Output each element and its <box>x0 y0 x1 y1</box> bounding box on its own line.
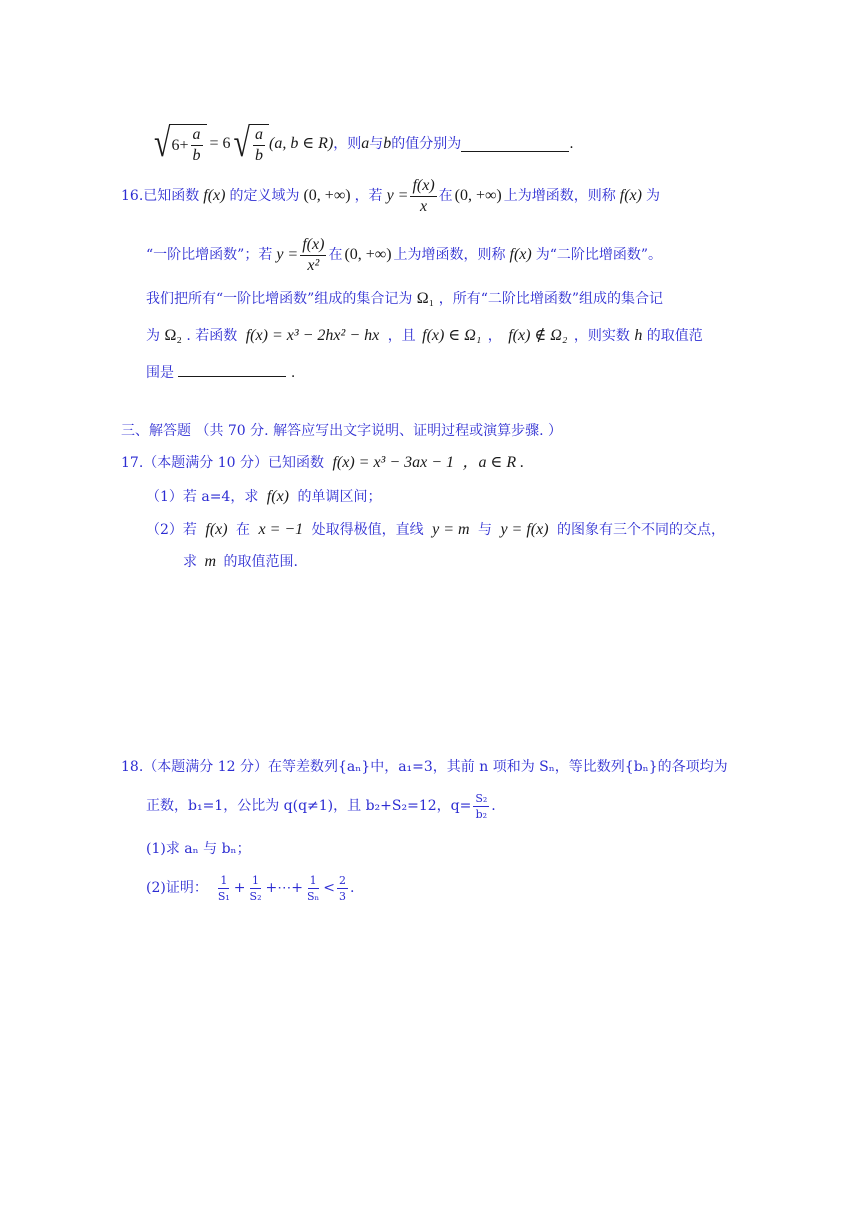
q17-part-2-cont: 求 m 的取值范围. <box>183 553 298 570</box>
q15-equation-line: √ 6 + $\frac{a}{b}$ = 6 √ $\frac{a}{b}$ (a, b ∈ R) ，则 a 与 b 的值分别为 . <box>154 121 574 166</box>
answer-blank <box>178 362 286 377</box>
q17-part-2: （2）若 f(x) 在 x = −1 处取得极值，直线 y = m 与 y = f(x) 的图象有三个不同的交点， <box>146 521 726 538</box>
fraction-s2-over-b2: $\frac{\text{S₂}}{\text{b₂}}$ <box>475 791 488 821</box>
q16-line-5: 围是 . <box>146 362 295 383</box>
q18-line-2: 正数，b₁=1，公比为 q(q≠1)，且 b₂+S₂=12，q= $\frac{\text{S₂}}{\text{b₂}}$ . <box>146 791 496 821</box>
sqrt-expression-left: √ 6 + $\frac{a}{b}$ <box>154 124 207 164</box>
section-heading: 三、解答题 （共 70 分. 解答应写出文字说明、证明过程或演算步骤. ） <box>121 423 562 439</box>
q16-line-4: 为 Ω₂ . 若函数 f(x) = x³ − 2hx² − hx ，且 f(x) ∈ Ω₁ ， f(x) ∉ Ω₂ ，则实数 h 的取值范 <box>146 327 703 344</box>
fraction-2-over-3: $\frac{2}{3}$ <box>338 873 346 903</box>
fraction-1-over-s1: $\frac{1}{\text{S₁}}$ <box>217 873 230 903</box>
fraction-1-over-s2: $\frac{1}{\text{S₂}}$ <box>249 873 262 903</box>
q17-head: 17.（本题满分 10 分）已知函数 f(x) = x³ − 3ax − 1 ，a ∈ R . <box>121 454 525 471</box>
q17-part-1: （1）若 a=4，求 f(x) 的单调区间； <box>146 488 382 505</box>
q18-head: 18.（本题满分 12 分）在等差数列{aₙ}中，a₁=3，其前 n 项和为 Sₙ，等比数列{bₙ}的各项均为 <box>121 759 728 775</box>
q16-line-3: 我们把所有“一阶比增函数”组成的集合记为 Ω₁ ，所有“二阶比增函数”组成的集合记 <box>146 290 664 307</box>
fraction-fx-over-x-squared: $\frac{f(x)}{\text{x²}}$ <box>302 235 325 274</box>
answer-blank <box>461 137 569 152</box>
q18-part-1: (1)求 aₙ 与 bₙ； <box>146 841 251 857</box>
sqrt-expression-right: √ $\frac{a}{b}$ <box>234 124 269 164</box>
fraction-a-over-b: $\frac{a}{b}$ <box>192 126 201 164</box>
q18-part-2: (2)证明： $\frac{1}{\text{S₁}}$ + $\frac{1}{\text{S₂}}$ +⋯+ $\frac{1}{\text{Sₙ}}$ < $\frac{2}{3}$ . <box>146 873 355 903</box>
q16-line-1: 16.已知函数 f(x) 的定义域为 (0, +∞) ，若 y = $\frac{f(x)}{x}$ 在 (0, +∞) 上为增函数，则称 f(x) 为 <box>121 176 660 215</box>
fraction-fx-over-x: $\frac{f(x)}{x}$ <box>412 176 435 215</box>
q16-line-2: “一阶比增函数”；若 y = $\frac{f(x)}{\text{x²}}$ 在 (0, +∞) 上为增函数，则称 f(x) 为“二阶比增函数”。 <box>146 235 663 274</box>
fraction-1-over-sn: $\frac{1}{\text{Sₙ}}$ <box>306 873 320 903</box>
